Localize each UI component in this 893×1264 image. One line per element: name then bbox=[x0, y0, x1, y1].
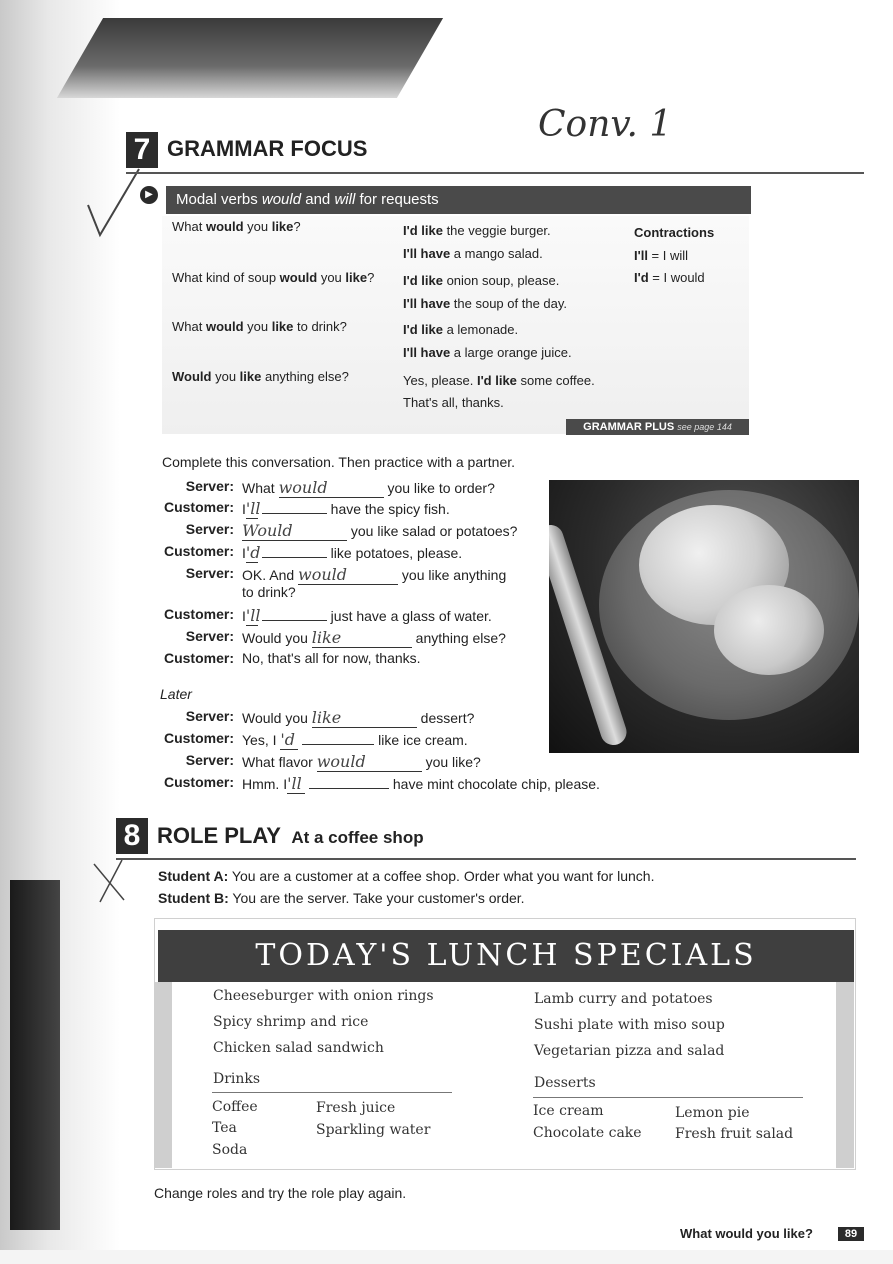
speaker-label: Server: bbox=[185, 565, 234, 581]
dessert-item: Lemon pie bbox=[675, 1105, 750, 1121]
menu-main-item: Vegetarian pizza and salad bbox=[534, 1043, 725, 1059]
section-7-number: 7 bbox=[126, 132, 158, 168]
answer-blank[interactable]: Would bbox=[242, 521, 347, 541]
grammar-subtitle-bar: Modal verbs would and will for requests bbox=[166, 186, 751, 214]
conversation-line: Would you like dessert? bbox=[242, 708, 475, 727]
answer-blank[interactable] bbox=[309, 788, 389, 789]
speaker-label: Customer: bbox=[163, 606, 234, 622]
speaker-label: Customer: bbox=[163, 774, 234, 790]
answer-blank[interactable]: like bbox=[312, 628, 412, 648]
answer-blank[interactable]: would bbox=[279, 478, 384, 498]
grammar-question: What would you like to drink? bbox=[172, 319, 347, 334]
conversation-line: What would you like to order? bbox=[242, 478, 495, 497]
grammar-question: What would you like? bbox=[172, 219, 301, 234]
ice-cream-photo bbox=[549, 480, 859, 753]
desserts-title: Desserts bbox=[534, 1075, 596, 1091]
answer-blank[interactable]: 'll bbox=[245, 499, 261, 518]
grammar-plus-badge[interactable]: GRAMMAR PLUS see page 144 bbox=[566, 419, 749, 435]
conversation-line: Yes, I 'd like ice cream. bbox=[242, 730, 468, 749]
later-label: Later bbox=[160, 686, 192, 702]
speaker-label: Server: bbox=[185, 708, 234, 724]
grammar-answer: I'll have a mango salad. bbox=[403, 246, 543, 261]
drink-item: Fresh juice bbox=[316, 1100, 396, 1116]
speaker-label: Customer: bbox=[163, 650, 234, 666]
grammar-answer: I'd like onion soup, please. bbox=[403, 273, 560, 288]
conversation-line: What flavor would you like? bbox=[242, 752, 481, 771]
speaker-label: Customer: bbox=[163, 499, 234, 515]
handwritten-check-mark bbox=[84, 165, 144, 245]
conversation-line: No, that's all for now, thanks. bbox=[242, 650, 421, 666]
scan-edge-shadow bbox=[10, 880, 60, 1230]
conversation-line: Hmm. I'll have mint chocolate chip, please. bbox=[242, 774, 600, 793]
change-roles-text: Change roles and try the role play again. bbox=[154, 1185, 407, 1201]
grammar-answer: I'd like a lemonade. bbox=[403, 322, 519, 337]
answer-blank[interactable]: 'll bbox=[245, 606, 261, 625]
speaker-label: Server: bbox=[185, 628, 234, 644]
conversation-line: OK. And would you like anything bbox=[242, 565, 507, 584]
grammar-answer: That's all, thanks. bbox=[403, 395, 504, 410]
audio-play-icon[interactable]: ▶ bbox=[140, 186, 158, 204]
answer-blank[interactable]: 'll bbox=[287, 774, 305, 794]
section-7-rule bbox=[126, 172, 864, 174]
handwritten-note: Conv. 1 bbox=[538, 104, 673, 145]
contraction-item: I'd = I would bbox=[634, 270, 705, 285]
specials-title: TODAY'S LUNCH SPECIALS bbox=[158, 930, 854, 982]
contraction-item: I'll = I will bbox=[634, 248, 689, 263]
menu-main-item: Sushi plate with miso soup bbox=[534, 1017, 725, 1033]
speaker-label: Server: bbox=[185, 478, 234, 494]
answer-blank[interactable]: 'd bbox=[245, 543, 261, 562]
speaker-label: Server: bbox=[185, 752, 234, 768]
desserts-rule bbox=[533, 1097, 803, 1098]
dessert-item: Chocolate cake bbox=[533, 1125, 642, 1141]
answer-blank[interactable]: like bbox=[312, 708, 417, 728]
drinks-rule bbox=[212, 1092, 452, 1093]
answer-blank[interactable] bbox=[262, 620, 327, 621]
dessert-item: Ice cream bbox=[533, 1103, 604, 1119]
conversation-line: I'll have the spicy fish. bbox=[242, 499, 450, 518]
conversation-line: I'd like potatoes, please. bbox=[242, 543, 463, 562]
section-7-title: GRAMMAR FOCUS bbox=[167, 136, 368, 161]
drink-item: Soda bbox=[212, 1142, 248, 1158]
menu-main-item: Cheeseburger with onion rings bbox=[213, 988, 434, 1004]
answer-blank[interactable] bbox=[302, 744, 374, 745]
speaker-label: Customer: bbox=[163, 730, 234, 746]
grammar-answer: I'll have a large orange juice. bbox=[403, 345, 572, 360]
contractions-title: Contractions bbox=[634, 225, 715, 240]
grammar-question: Would you like anything else? bbox=[172, 369, 349, 384]
section-8-number: 8 bbox=[116, 818, 148, 854]
drink-item: Coffee bbox=[212, 1099, 258, 1115]
answer-blank[interactable]: would bbox=[298, 565, 398, 585]
grammar-answer: I'd like the veggie burger. bbox=[403, 223, 551, 238]
conversation-line: I'll just have a glass of water. bbox=[242, 606, 492, 625]
grammar-answer: I'll have the soup of the day. bbox=[403, 296, 568, 311]
drink-item: Sparkling water bbox=[316, 1122, 431, 1138]
scan-shadow bbox=[57, 18, 443, 98]
answer-blank[interactable]: 'd bbox=[280, 730, 298, 750]
drinks-title: Drinks bbox=[213, 1071, 261, 1087]
footer-title: What would you like? bbox=[680, 1226, 813, 1241]
answer-blank[interactable]: would bbox=[317, 752, 422, 772]
conversation-line: Would you like salad or potatoes? bbox=[242, 521, 518, 540]
card-stripe-left bbox=[154, 982, 172, 1168]
menu-main-item: Spicy shrimp and rice bbox=[213, 1014, 369, 1030]
answer-blank[interactable] bbox=[262, 557, 327, 558]
section-8-rule bbox=[116, 858, 856, 860]
answer-blank[interactable] bbox=[262, 513, 327, 514]
conversation-line: Would you like anything else? bbox=[242, 628, 506, 647]
menu-main-item: Chicken salad sandwich bbox=[213, 1040, 384, 1056]
section-8-heading: ROLE PLAY At a coffee shop bbox=[157, 823, 424, 848]
conversation-line: to drink? bbox=[242, 584, 296, 600]
student-a-line: Student A: You are a customer at a coffee shop. Order what you want for lunch. bbox=[158, 868, 655, 884]
handwritten-x-mark bbox=[90, 856, 130, 906]
conversation-instruction: Complete this conversation. Then practice with a partner. bbox=[162, 454, 516, 470]
dessert-item: Fresh fruit salad bbox=[675, 1126, 794, 1142]
speaker-label: Server: bbox=[185, 521, 234, 537]
student-b-line: Student B: You are the server. Take your customer's order. bbox=[158, 890, 525, 906]
speaker-label: Customer: bbox=[163, 543, 234, 559]
menu-main-item: Lamb curry and potatoes bbox=[534, 991, 713, 1007]
drink-item: Tea bbox=[212, 1120, 237, 1136]
page-number: 89 bbox=[838, 1227, 864, 1241]
grammar-answer: Yes, please. I'd like some coffee. bbox=[403, 373, 595, 388]
grammar-question: What kind of soup would you like? bbox=[172, 270, 375, 285]
